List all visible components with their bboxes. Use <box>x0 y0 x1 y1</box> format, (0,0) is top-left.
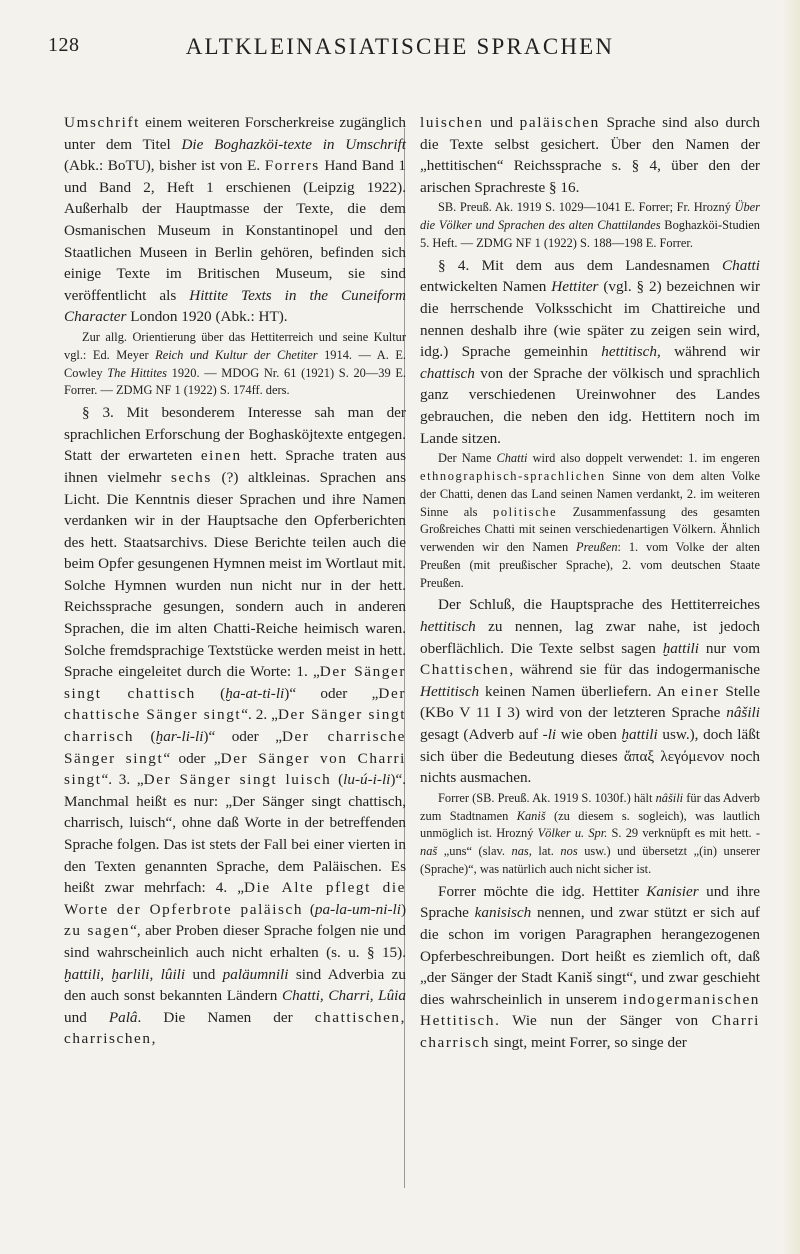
right-column-note: Forrer (SB. Preuß. Ak. 1919 S. 1030f.) hält nâšili für das Adverb zum Stadtnamen Kaniš (zu diesem s. sogleich), was lautlich unmöglich ist. Hrozný Völker u. Spr. S. 29 verknüpft es mit hett. -naš „uns“ (slav. nas, lat. nos usw.) und übersetzt „(in) unserer (Sprache)“, was natürlich auch nicht sicher ist. <box>420 790 761 877</box>
page-header <box>0 34 800 66</box>
right-column-note: Der Name Chatti wird also doppelt verwendet: 1. im engeren ethnographisch-sprachlichen Sinne von dem alten Volke der Chatti, denen das Land seinen Namen verdankt, 2. im weiteren Sinne als politische Zusammenfassung des gesamten Großreiches Chatti mit seinen verschiedenartigen Völkern. Ähnlich verwenden wir den Namen Preußen: 1. vom Volke der alten Preußen (mit preußischer Sprache), 2. vom deutschen Staate Preußen. <box>420 451 760 590</box>
left-column-note: Zur allg. Orientierung über das Hettiterreich und seine Kultur vgl.: Ed. Meyer Reich und Kultur der Chetiter 1914. — A. E. Cowley The Hittites 1920. — MDOG Nr. 61 (1921) S. 20—39 E. Forrer. — ZDMG NF 1 (1922) S. 174ff. ders. <box>64 329 406 398</box>
right-column-paragraph: Der Schluß, die Hauptsprache des Hettiterreiches hettitisch zu nennen, lag zwar nahe, ist jedoch oberflächlich. Die Texte selbst sagen ḫattili nur vom Chattischen, während sie für das indogermanische Hettitisch keinen Namen überliefern. An einer Stelle (KBo V 11 I 3) wird von der letzteren Sprache nâšili gesagt (Adverb auf -li wie oben ḫattili usw.), doch läßt sich über die Bedeutung dieses ἅπαξ λεγόμενον noch nichts ausmachen. <box>420 596 761 787</box>
right-column-note: SB. Preuß. Ak. 1919 S. 1029—1041 E. Forrer; Fr. Hrozný Über die Völker und Sprachen des alten Chattilandes Boghazköi-Studien 5. Heft. — ZDMG NF 1 (1922) S. 188—198 E. Forrer. <box>420 200 760 250</box>
right-column-paragraph: luischen und paläischen Sprache sind also durch die Texte selbst gesichert. Über den Namen der „hettitischen“ Reichssprache s. § 4, über den der arischen Sprachreste § 16. <box>420 114 760 196</box>
page-number: 128 <box>48 34 80 56</box>
left-column-paragraph: Umschrift einem weiteren Forscherkreise zugänglich unter dem Titel Die Boghazköi-texte in Umschrift (Abk.: BoTU), bisher ist von E. Forrers Hand Band 1 und Band 2, Heft 1 erschienen (Leipzig 1922). Außerhalb der Hauptmasse der Texte, die dem Osmanischen Museum in Konstantinopel und den Staatlichen Museen in Berlin gehören, befinden sich einige Texte im Britischen Museum, sie sind veröffentlicht als Hittite Texts in the Cuneiform Character London 1920 (Abk.: HT). <box>64 114 406 326</box>
right-column <box>420 112 760 1054</box>
left-column-paragraph: § 3. Mit besonderem Interesse sah man der sprachlichen Erforschung der Boghasköjtexte entgegen. Statt der erwarteten einen hett. Sprache traten aus ihnen vielmehr sechs (?) altkleinas. Sprachen ans Licht. Die Kenntnis dieser Sprachen und ihre Namen verdanken wir in der Hauptsache den Opferberichten des hett. Staatsarchivs. Diese Berichte teilen auch die beim Opfer gesungenen Hymnen meist im Wortlaut mit. Solche Hymnen wurden nun nicht nur in der hett. Reichssprache gesungen, sondern auch in anderen Sprachen, die im alten Chatti-Reiche heimisch waren. Solche fremdsprachige Textstücke werden meist in hett. Sprache eingeleitet durch die Worte: 1. „Der Sänger singt chattisch (ḫa-at-ti-li)“ oder „Der chattische Sänger singt“. 2. „Der Sänger singt charrisch (ḫar-li-li)“ oder „Der charrische Sänger singt“ oder „Der Sänger von Charri singt“. 3. „Der Sänger singt luisch (lu-ú-i-li)“. Manchmal heißt es nur: „Der Sänger singt chattisch, charrisch, luisch“, ohne daß Worte in der betreffenden Sprache folgen. Das ist stets der Fall bei einer vierten in den Texten genannten Sprache, dem Paläischen. Es heißt zwar mehrfach: 4. „Die Alte pflegt die Worte der Opferbrote paläisch (pa-la-um-ni-li) zu sagen“, aber Proben dieser Sprache folgen nie und sind wahrscheinlich auch nicht erhalten (s. u. § 15). ḫattili, ḫarlili, lûili und paläumnili sind Adverbia zu den auch sonst bekannten Ländern Chatti, Charri, Lûia und Palâ. Die Namen der chattischen, charrischen, <box>64 404 407 1048</box>
running-title: ALTKLEINASIATISCHE SPRACHEN <box>185 34 615 59</box>
page-edge <box>782 0 800 1254</box>
left-column <box>64 112 406 1050</box>
right-column-paragraph: Forrer möchte die idg. Hettiter Kanisier und ihre Sprache kanisisch nennen, und zwar stützt er sich auf die schon im vorigen Paragraphen herangezogenen Opferbeschreibungen. Dort heißt es ziemlich oft, daß „der Sänger der Stadt Kaniš singt“, und zwar geschieht dies wahrscheinlich in unserem indogermanischen Hettitisch. Wie nun der Sänger von Charri charrisch singt, meint Forrer, so singe der <box>420 882 760 1051</box>
right-column-paragraph: § 4. Mit dem aus dem Landesnamen Chatti entwickelten Namen Hettiter (vgl. § 2) bezeichnen wir die herrschende Volksschicht im Chattireiche und nennen deshalb ihre (wie später zu zeigen sein wird, idg.) Sprache gemeinhin hettitisch, während wir chattisch von der Sprache der völkisch und sprachlich ganz verschiedenen Ureinwohner des Landes gebrauchen, die neben den idg. Hettitern noch im Lande sitzen. <box>420 256 760 447</box>
